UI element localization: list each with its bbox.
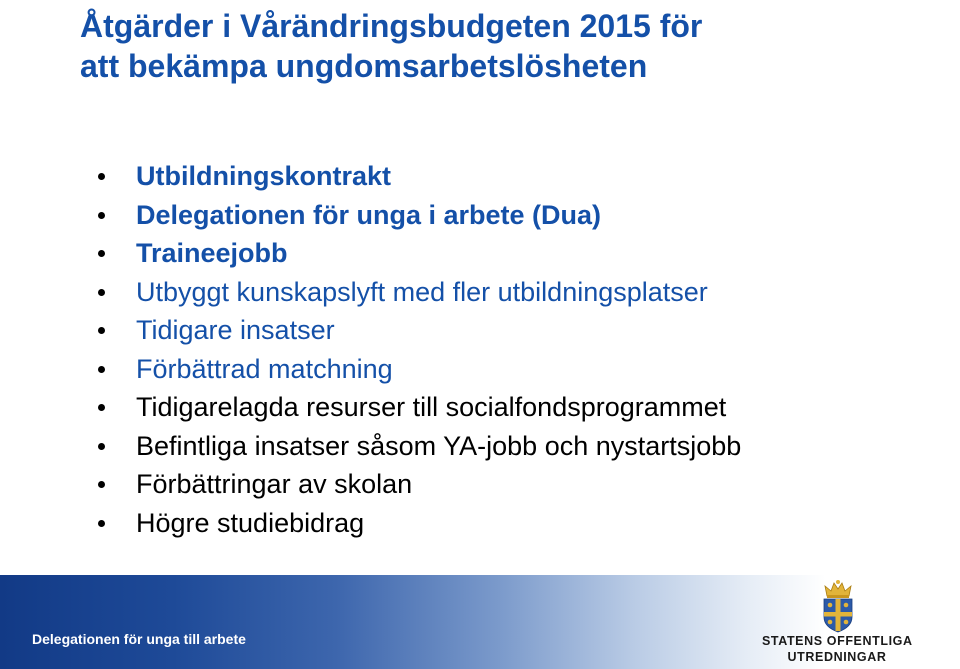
logo-text-line-2: UTREDNINGAR (787, 650, 887, 664)
bullet-item: Förbättrad matchning (96, 350, 741, 389)
logo-text-line-1: STATENS OFFENTLIGA (762, 634, 913, 648)
bullet-item: Utbildningskontrakt (96, 157, 741, 196)
title-line-1: Åtgärder i Vårändringsbudgeten 2015 för (80, 8, 703, 44)
footer-band (0, 575, 960, 669)
bullet-item: Utbyggt kunskapslyft med fler utbildningsplatser (96, 273, 741, 312)
bullet-item: Delegationen för unga i arbete (Dua) (96, 196, 741, 235)
bullet-item: Tidigare insatser (96, 311, 741, 350)
footer-text: Delegationen för unga till arbete (32, 631, 246, 647)
slide-title (80, 6, 940, 86)
bullet-item: Traineejobb (96, 234, 741, 273)
bullet-item: Befintliga insatser såsom YA-jobb och nystartsjobb (96, 427, 741, 466)
bullet-item: Förbättringar av skolan (96, 465, 741, 504)
crown-shield-icon (819, 579, 857, 633)
bullet-item: Högre studiebidrag (96, 504, 741, 543)
title-line-2: att bekämpa ungdomsarbetslösheten (80, 48, 648, 84)
bullet-list (96, 157, 741, 542)
bullet-item: Tidigarelagda resurser till socialfondsprogrammet (96, 388, 741, 427)
sou-logo (762, 579, 912, 667)
